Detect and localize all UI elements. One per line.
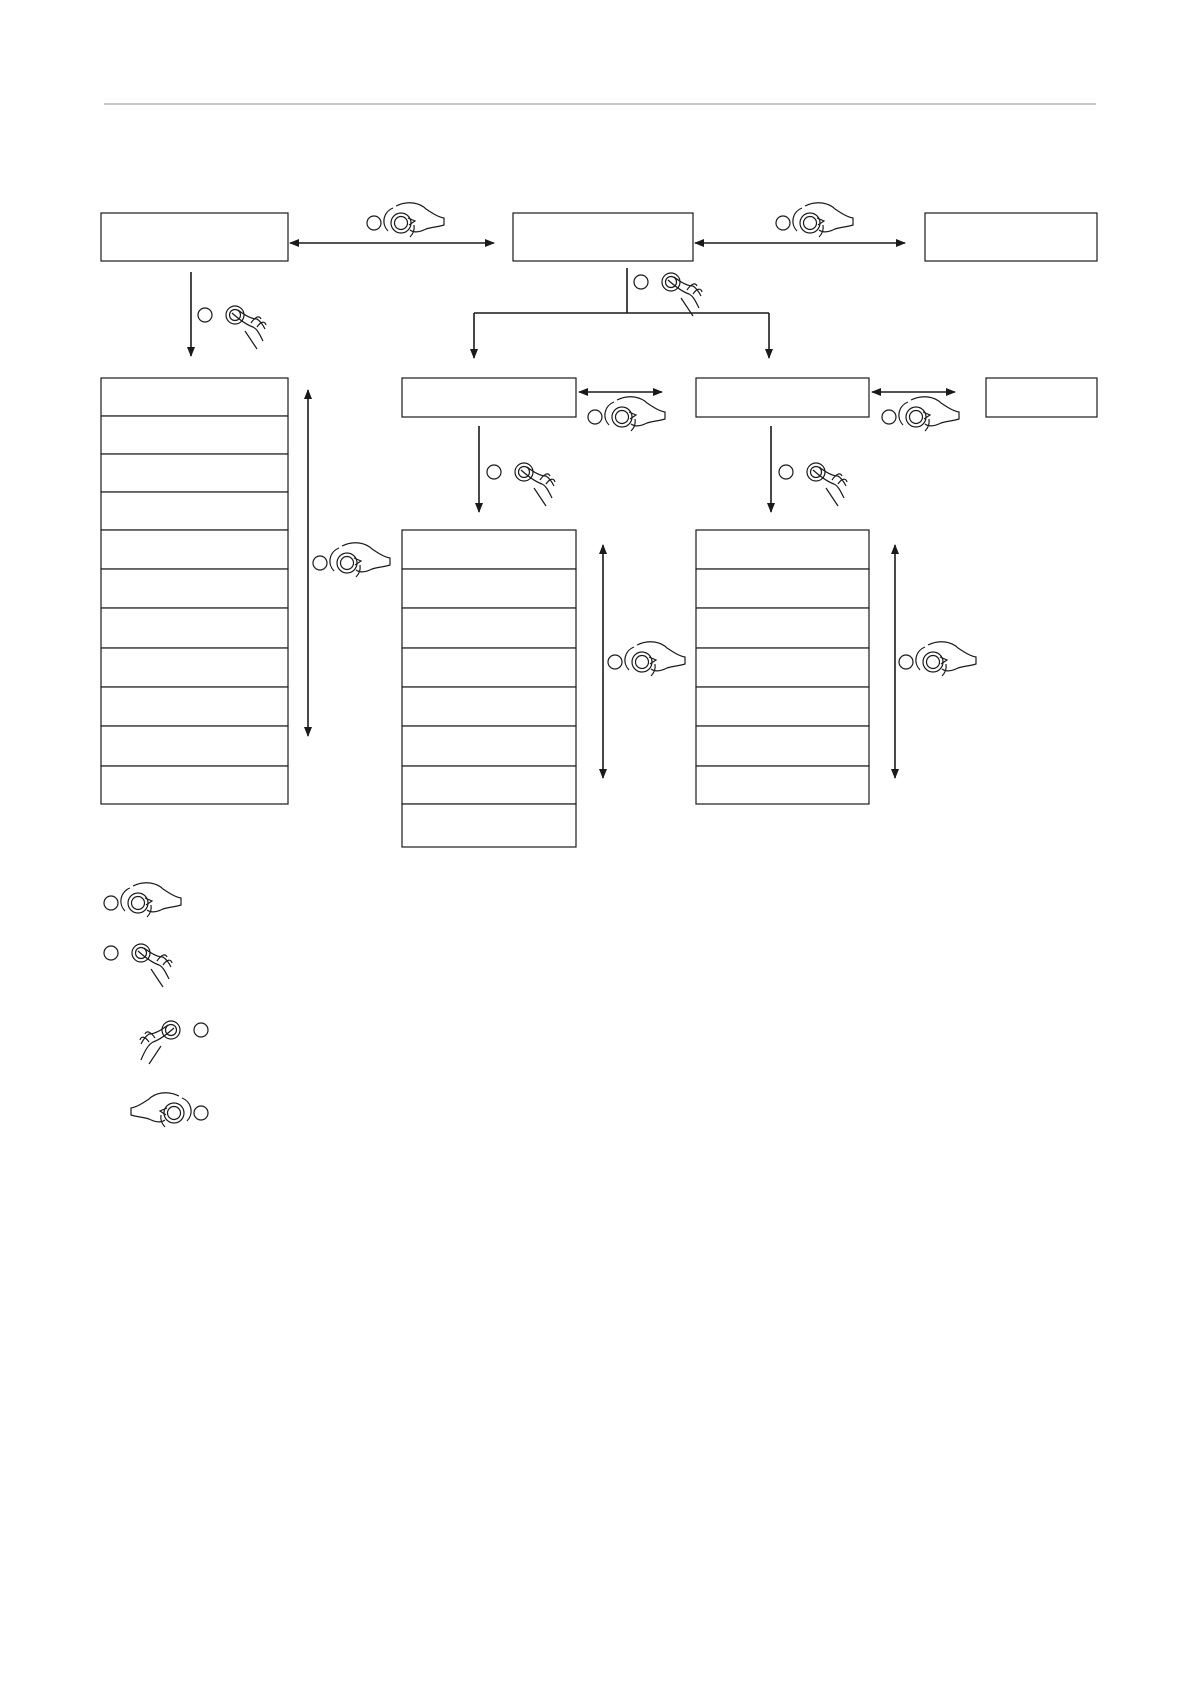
middle-menu-list: [402, 530, 576, 847]
press-knob-right-hand-icon: [198, 306, 266, 349]
rotate-knob-right-hand-icon: [899, 642, 976, 676]
left-list-item: [101, 378, 288, 416]
top-level-row: [101, 213, 1097, 261]
middle-list-item: [402, 608, 576, 648]
middle-list-item: [402, 726, 576, 766]
right-list-item: [696, 687, 869, 726]
left-list-item: [101, 530, 288, 569]
left-list-item: [101, 569, 288, 608]
left-menu-list: [101, 378, 288, 804]
right-list-item: [696, 530, 869, 569]
right-menu-list: [696, 530, 869, 804]
right-list-item: [696, 608, 869, 648]
middle-list-item: [402, 530, 576, 569]
left-list-item: [101, 416, 288, 454]
middle-list-item: [402, 648, 576, 687]
center-split-connector: [474, 268, 769, 358]
right-header-box: [696, 378, 869, 417]
left-list-item: [101, 454, 288, 492]
left-list-item: [101, 492, 288, 530]
rotate-knob-right-hand-icon: [104, 883, 181, 917]
right-extra-box: [986, 378, 1097, 417]
top-box-left: [101, 213, 288, 261]
rotate-knob-right-hand-icon: [776, 203, 853, 237]
rotate-knob-right-hand-icon: [313, 543, 390, 577]
press-knob-right-hand-icon: [779, 463, 847, 506]
middle-list-item: [402, 766, 576, 804]
left-list-item: [101, 648, 288, 687]
rotate-knob-left-hand-icon: [131, 1093, 208, 1127]
left-list-item: [101, 766, 288, 804]
rotate-knob-right-hand-icon: [608, 642, 685, 676]
left-list-item: [101, 608, 288, 648]
legend: [104, 883, 208, 1127]
rotate-knob-right-hand-icon: [882, 397, 959, 431]
press-knob-right-hand-icon: [104, 944, 172, 987]
middle-header-box: [402, 378, 576, 417]
press-knob-left-hand-icon: [140, 1021, 208, 1064]
right-list-item: [696, 648, 869, 687]
press-knob-right-hand-icon: [487, 463, 555, 506]
left-list-item: [101, 726, 288, 766]
top-box-center: [513, 213, 693, 261]
right-list-item: [696, 569, 869, 608]
middle-list-item: [402, 687, 576, 726]
right-list-item: [696, 726, 869, 766]
right-list-item: [696, 766, 869, 804]
rotate-knob-right-hand-icon: [367, 203, 444, 237]
left-list-item: [101, 687, 288, 726]
middle-list-item: [402, 569, 576, 608]
middle-list-item: [402, 804, 576, 847]
top-box-right: [925, 213, 1097, 261]
press-knob-right-hand-icon: [634, 273, 702, 316]
rotate-knob-right-hand-icon: [588, 397, 665, 431]
